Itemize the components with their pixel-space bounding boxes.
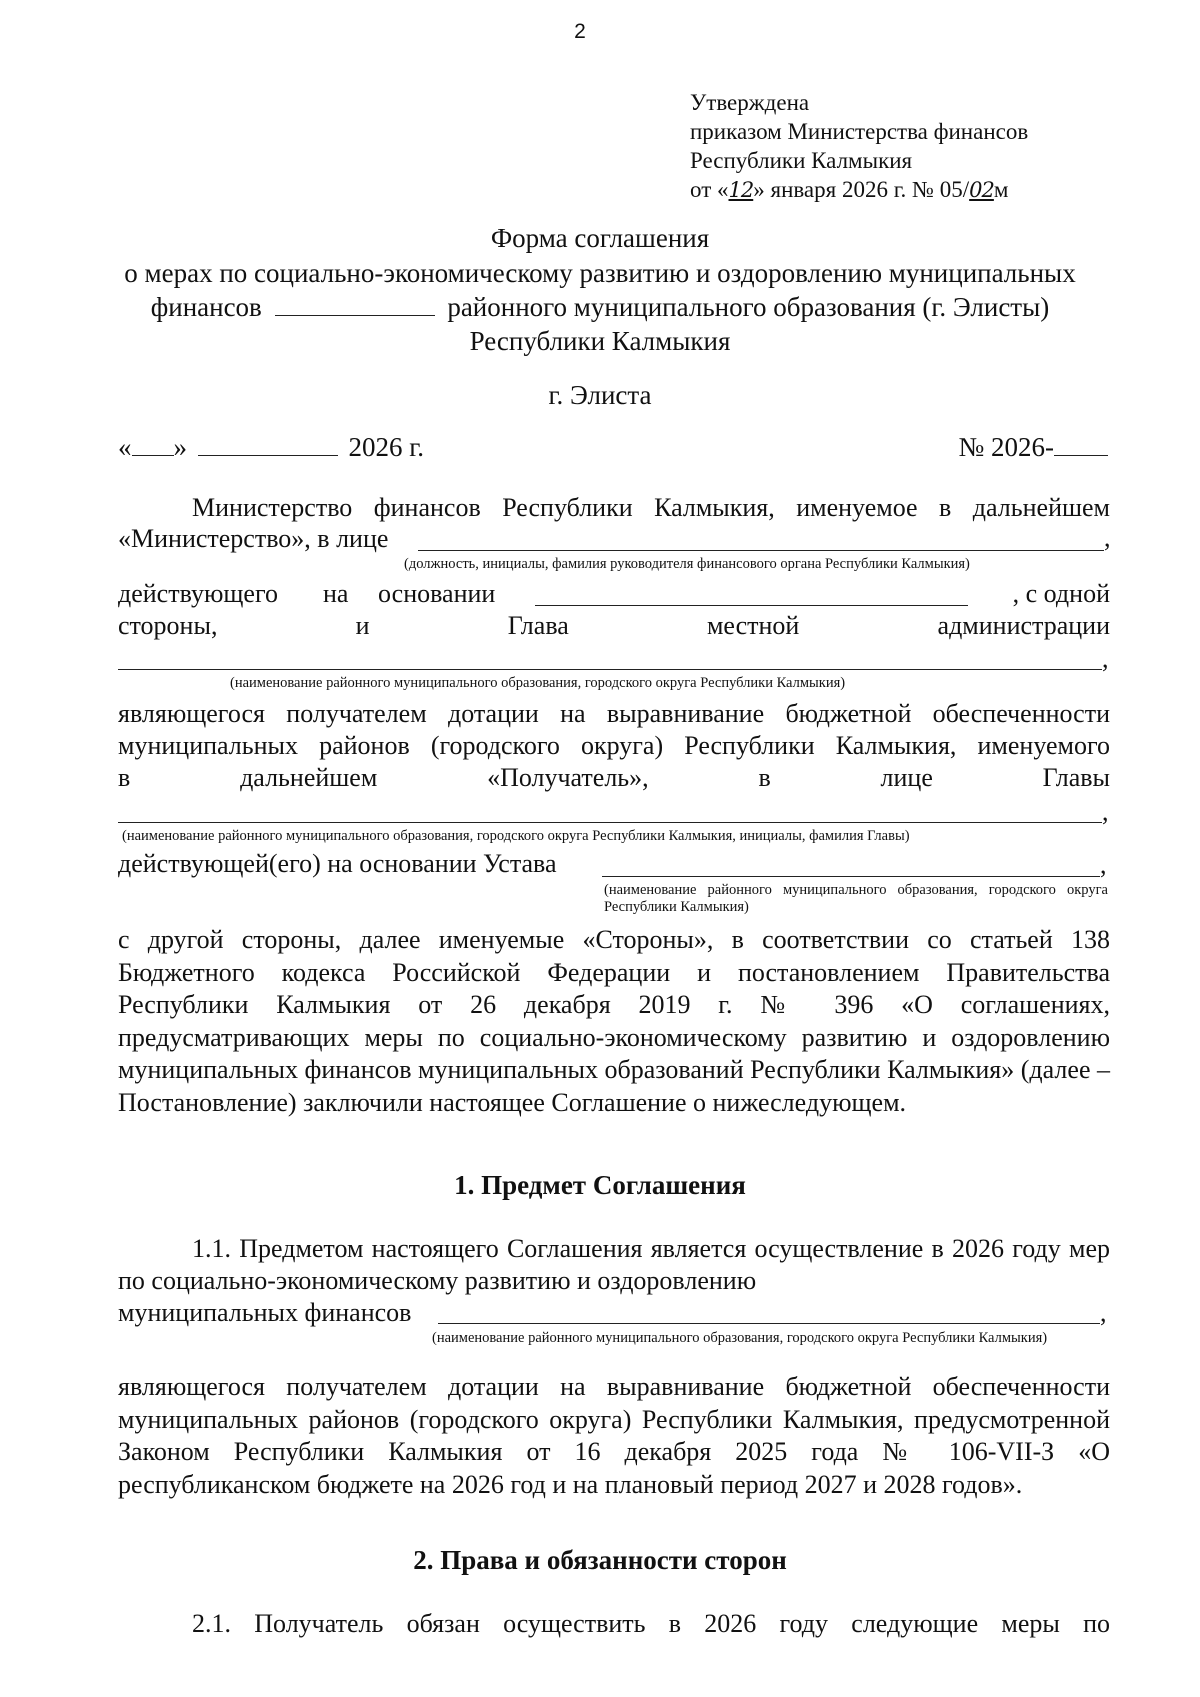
approval-line-1: Утверждена — [690, 90, 810, 115]
preamble-charter-line: действующей(его) на основании Устава — [118, 849, 557, 878]
form-title: Форма соглашения — [490, 223, 710, 253]
comma: , — [1102, 797, 1109, 826]
title-finances-word: финансов — [150, 292, 262, 322]
date-close-quote: » — [173, 432, 187, 462]
city: г. Элиста — [548, 380, 652, 410]
section-1-heading: 1. Предмет Соглашения — [454, 1170, 746, 1200]
approval-line-2: приказом Министерства финансов — [690, 119, 1029, 144]
preamble-line-1: Министерство финансов Республики Калмыкия, именуемое в дальнейшем — [192, 493, 1110, 522]
caption-municipality-1: (наименование районного муниципального образования, городского округа Республики Калмыкия) — [230, 675, 846, 691]
handwritten-order-number: 02 — [969, 178, 994, 202]
acting-basis-word: основании — [378, 579, 496, 608]
blank-line-charter — [602, 876, 1100, 877]
title-municipality-text: районного муниципального образования (г. Элисты) — [447, 292, 1050, 322]
preamble-recipient-line-1: являющегося получателем дотации на выравнивание бюджетной обеспеченности — [118, 699, 1110, 728]
handwritten-day: 12 — [728, 178, 754, 202]
section-2-heading: 2. Права и обязанности сторон — [413, 1545, 787, 1575]
acting-on-word: на — [323, 579, 349, 608]
preamble-recipient-line-3: в дальнейшем «Получатель», в лице Главы — [118, 763, 1110, 792]
agreement-number-text: № 2026- — [958, 432, 1054, 462]
blank-line-head-position — [418, 550, 1104, 551]
preamble-head-admin-line: стороны, и Глава местной администрации — [118, 611, 1110, 640]
blank-line-municipality-3 — [438, 1323, 1100, 1324]
approval-block — [690, 88, 1028, 205]
blank-line-municipality-2 — [118, 822, 1102, 823]
form-title-line-3 — [0, 292, 1200, 323]
acting-one-side: , с одной — [1012, 579, 1110, 608]
month-blank — [198, 455, 338, 456]
caption-municipality-head: (наименование районного муниципального образования, городского округа Республики Калмыкия, инициалы, фамилия Главы) — [122, 828, 910, 844]
section-1-1-text: 1.1. Предметом настоящего Соглашения является осуществление в 2026 году мер по социально-экономическому развитию и оздоровлению — [118, 1234, 1110, 1295]
preamble-line-2-text: «Министерство», в лице — [118, 524, 389, 553]
comma: , — [1102, 644, 1109, 673]
approval-date-mid: » января 2026 г. № 05/ — [753, 177, 970, 202]
form-title-line-2: о мерах по социально-экономическому развитию и оздоровлению муниципальных — [124, 258, 1076, 288]
day-blank — [132, 455, 174, 456]
date-year: 2026 г. — [348, 432, 425, 462]
approval-date-prefix: от « — [690, 177, 729, 202]
section-1-1-finances: муниципальных финансов — [118, 1298, 412, 1327]
form-title-line-4: Республики Калмыкия — [469, 326, 731, 356]
caption-charter: (наименование районного муниципального образования, городского округа Республики Калмыкия) — [604, 882, 1108, 915]
blank-line-municipality-1 — [118, 669, 1102, 670]
date-line — [118, 432, 1108, 463]
agreement-number — [958, 432, 1108, 463]
approval-date-suffix: м — [993, 177, 1009, 202]
comma: , — [1104, 523, 1111, 552]
caption-head-position: (должность, инициалы, фамилия руководителя финансового органа Республики Калмыкия) — [404, 556, 970, 572]
comma: , — [1100, 1298, 1107, 1327]
date-open-quote: « — [118, 432, 132, 462]
section-1-recipient-text: являющегося получателем дотации на выравнивание бюджетной обеспеченности муниципальных районов (городского округа) Республики Калмыкия, предусмотренной Законом Республики Калмыкия от 16 декабря 2025 года № 106-VII-З «О республиканском бюджете на 2026 год и на плановый период 2027 и 2028 годов». — [118, 1372, 1110, 1499]
preamble-legal-basis: с другой стороны, далее именуемые «Стороны», в соответствии со статьей 138 Бюджетного кодекса Российской Федерации и постановлением Правительства Республики Калмыкия от 26 декабря 2019 г. № 396 «О соглашениях, предусматривающих меры по социально-экономическому развитию и оздоровлению муниципальных финансов муниципальных образований Республики Калмыкия» (далее – Постановление) заключили настоящее Соглашение о нижеследующем. — [118, 925, 1110, 1117]
section-2-1-text: 2.1. Получатель обязан осуществить в 2026 году следующие меры по — [192, 1609, 1110, 1638]
approval-line-3: Республики Калмыкия — [690, 148, 913, 173]
caption-municipality-3: (наименование районного муниципального образования, городского округа Республики Калмыкия) — [432, 1330, 1048, 1346]
approval-line-4 — [690, 175, 1028, 205]
page-number: 2 — [574, 20, 586, 43]
acting-word: действующего — [118, 579, 278, 608]
agreement-number-blank — [1054, 455, 1108, 456]
blank-line-basis — [535, 605, 968, 606]
title-blank-line — [275, 315, 435, 316]
comma: , — [1100, 850, 1107, 879]
preamble-recipient-line-2: муниципальных районов (городского округа) Республики Калмыкия, именуемого — [118, 731, 1110, 760]
